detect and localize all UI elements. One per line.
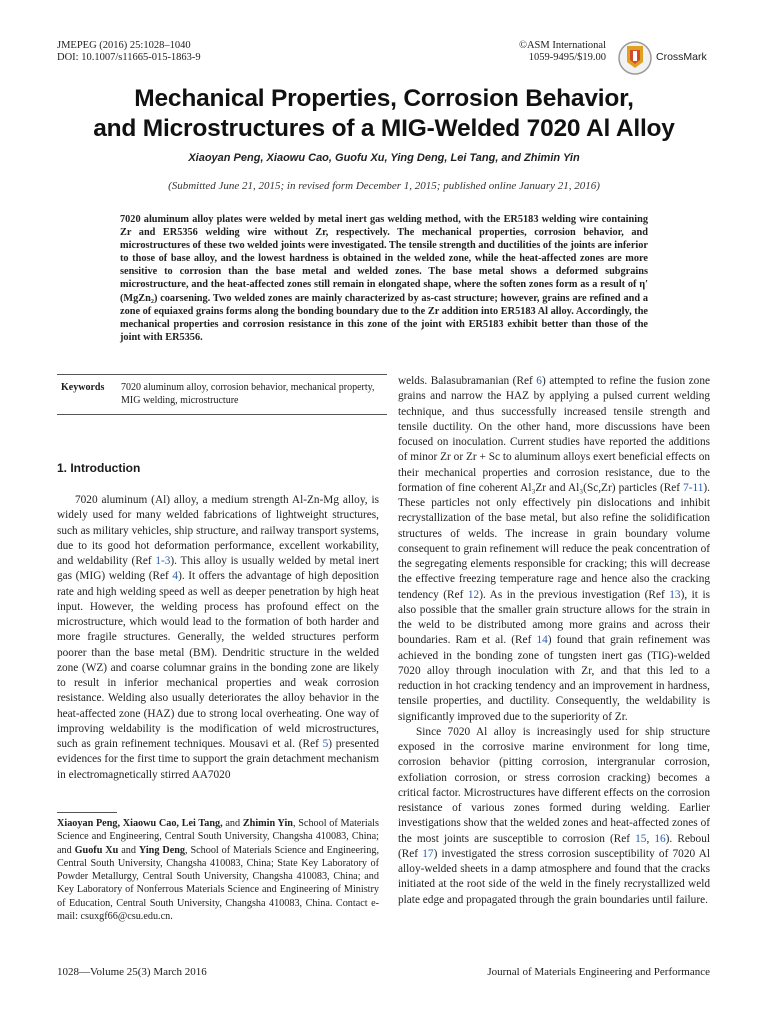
doi-line: DOI: 10.1007/s11665-015-1863-9 (57, 52, 201, 63)
author-affiliations: Xiaoyan Peng, Xiaowu Cao, Lei Tang, and Zhimin Yin, School of Materials Science and Engineering, Central South University, Changsha 410083, China; and Guofu Xu and Ying Deng, School of Materials Science and Engineering, Central South University, Changsha 410083, China; State Key Laboratory of Powder Metallurgy, Central South University, Changsha 410083, China; and Key Laboratory of Nonferrous Materials Science and Engineering of Ministry of Education, Central South University, Changsha 410083, China. Contact e-mail: csuxgf66@csu.edu.cn. (57, 818, 379, 923)
reference-link[interactable]: 17 (422, 847, 434, 860)
price-line: 1059-9495/$19.00 (528, 52, 606, 63)
title-line-2: and Microstructures of a MIG-Welded 7020 Al Alloy (93, 115, 675, 142)
crossmark-icon (618, 38, 652, 78)
paragraph: welds. Balasubramanian (Ref 6) attempted to refine the fusion zone grains and narrow the HAZ by applying a pulsed current welding technique, and thus successfully increased tensile strength and tensile ductility. On the other hand, more discussions have been focused on inoculation. Current studies have reported the additions of minor Zr or Zr + Sc to aluminum alloys exert beneficial effects on their mechanical properties and corrosion resistance, due to the formation of fine coherent Al₃Zr and Al₃(Sc,Zr) particles (Ref 7-11). These particles not only effectively pin dislocations and inhibit recrystallization of the base metal, but also refine the solidification structures of welds. The increase in grain boundary volume consequent to grain refinement will reduce the peak concentration of the segregating elements responsible for cracking; this will decrease the effective freezing temperature rage and hence also the cracking tendency (Ref 12). As in the previous investigation (Ref 13), it is also possible that the smaller grain structure allows for the strain in the weld to be distributed among more grains and across their boundaries. Ram et al. (Ref 14) found that grain refinement was achieved in the bonding zone of tungsten inert gas (TIG)-welded 7020 alloy through inoculation with Zr, and that this led to a reduction in hot cracking tendency and an improvement in hardness, tensile properties, and ductility. Consequently, the weldability is significantly improved due to the superiority of Zr. (398, 375, 710, 723)
reference-link[interactable]: 6 (536, 375, 542, 387)
submission-dates: (Submitted June 21, 2015; in revised form December 1, 2015; published online January 21, 2016) (168, 180, 600, 192)
reference-link[interactable]: 4 (172, 570, 179, 583)
reference-link[interactable]: 14 (536, 634, 548, 647)
publisher-line: ©ASM International (518, 40, 606, 51)
running-header-right (480, 40, 606, 64)
reference-link[interactable]: 13 (669, 588, 681, 601)
running-header-left (57, 40, 201, 64)
paragraph: 7020 aluminum (Al) alloy, a medium strength Al-Zn-Mg alloy, is widely used for many welded fabrications of lightweight structures, such as military vehicles, ship structure, and railway transport systems, due to its good hot deformation performance, excellent workability, and weldability (Ref 1-3). This alloy is usually welded by metal inert gas (MIG) welding (Ref 4). It offers the advantage of high deposition rate and high welding speed as well as deeper penetration by high heat input. However, the welding process has profound effect on the microstructure, which would lead to the formation of both harder and more fragile structures. Generally, the welded structures perform poorer than the base metal (BM). Dendritic structure in the welded zone (WZ) and coarse columnar grains in the bonding zone are likely to result in inferior mechanical properties and weak corrosion resistance. Welding also usually deteriorates the alloy behavior in the heat-affected zone (HAZ) due to strong local overheating. One way of improving weldability is the modification of weld microstructures, such as grain refinement techniques. Mousavi et al. (Ref 5) presented evidences for the first time to support the grain detachment mechanism in electromagnetically stirred AA7020 (57, 494, 380, 781)
journal-citation: JMEPEG (2016) 25:1028–1040 (57, 40, 191, 51)
reference-link[interactable]: 7-11 (683, 481, 704, 494)
reference-link[interactable]: 5 (322, 738, 329, 750)
reference-link[interactable]: 12 (467, 588, 480, 601)
crossmark-label: CrossMark (656, 51, 707, 63)
reference-link[interactable]: 15 (635, 832, 647, 845)
paper-title (40, 84, 728, 144)
crossmark-badge[interactable] (618, 38, 718, 78)
reference-link[interactable]: 1-3 (155, 555, 171, 567)
abstract: 7020 aluminum alloy plates were welded by metal inert gas welding method, with the ER5183 welding wire containing Zr and ER5356 welding wire without Zr, respectively. The mechanical properties, corrosion behavior, and microstructures of these two welded joints were investigated. The tensile strength and ductilities of the joints are inferior to those of base alloy, and the lowest hardness is obtained in the welded zone, while the heat-affected zones are more sensitive to corrosion than the base metal and welded zones. The base metal shows a deformed subgrains microstructure, and the heat-affected zones still remain in elongated shape, where the soften zones form as a result of η′ (MgZn₂) coarsening. Two welded zones are mainly characterized by as-cast structure; however, grains are refined and a zone of equiaxed grains forms along the bonding boundary due to the Zr addition into ER5183 Al alloy. Accordingly, the mechanical properties and corrosion resistance in this zone of the joint with ER5183 exhibit better than those of the joint with ER5356. (120, 214, 648, 343)
footnote-rule (57, 812, 117, 813)
section-heading-introduction: 1. Introduction (57, 461, 141, 475)
keywords-text: 7020 aluminum alloy, corrosion behavior, mechanical property, MIG welding, microstructure (121, 382, 375, 406)
footer-volume-info: 1028—Volume 25(3) March 2016 (57, 966, 207, 978)
keywords-box (57, 374, 387, 415)
title-line-1: Mechanical Properties, Corrosion Behavior, (134, 85, 634, 112)
left-column-text (57, 493, 379, 783)
author-list: Xiaoyan Peng, Xiaowu Cao, Guofu Xu, Ying Deng, Lei Tang, and Zhimin Yin (188, 152, 580, 164)
paragraph: Since 7020 Al alloy is increasingly used for ship structure exposed in the corrosive marine environment for long time, corrosion behavior (pitting corrosion, intergranular corrosion, exfoliation corrosion, or stress corrosion cracking) becomes a critical factor. Microstructures have different effects on the corrosion resistance of various zones formed during welding. Earlier investigations show that the welded zones and heat-affected zones of the most joints are susceptible to corrosion (Ref 15, 16). Reboul (Ref 17) investigated the stress corrosion susceptibility of 7020 Al alloy-welded sheets in a damp atmosphere and found that the cracks initiated at the root side of the weld in the finely recrystallized weld plate edge and propagated through the grain boundaries until failure. (398, 725, 710, 906)
right-column-text (398, 374, 710, 908)
reference-link[interactable]: 16 (654, 832, 666, 845)
footer-journal-name: Journal of Materials Engineering and Performance (487, 966, 710, 978)
keywords-label: Keywords (61, 382, 105, 393)
